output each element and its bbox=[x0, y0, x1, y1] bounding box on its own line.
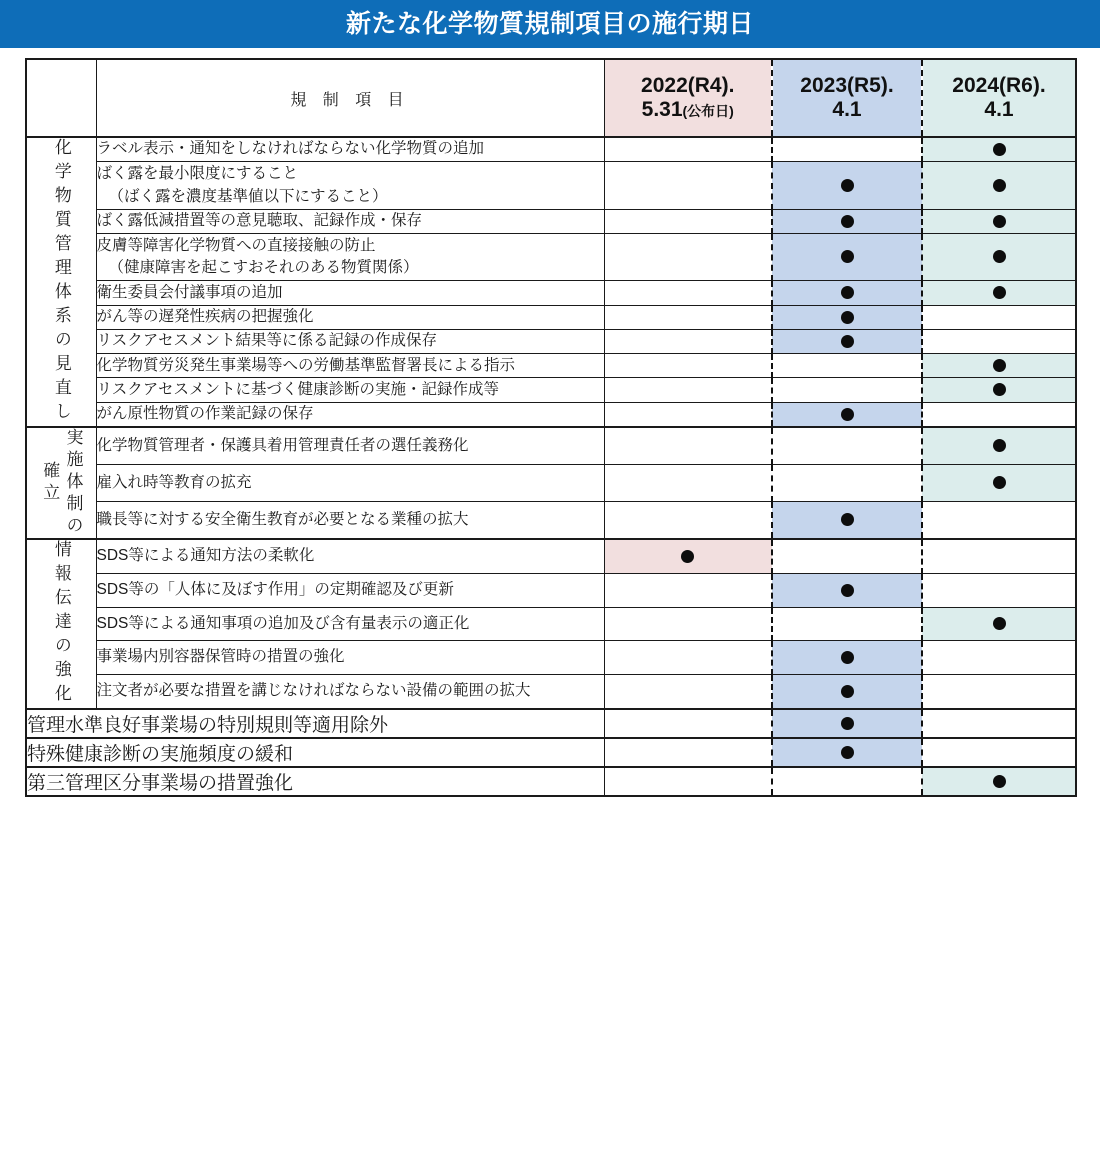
mark-cell-y2022 bbox=[604, 305, 772, 329]
mark-cell-y2022 bbox=[604, 233, 772, 280]
table-row bbox=[26, 305, 1076, 329]
bullet-dot-icon bbox=[993, 476, 1006, 489]
header-date-line1: 2022(R4). bbox=[641, 74, 735, 98]
mark-cell-y2022 bbox=[604, 354, 772, 378]
bullet-dot-icon bbox=[841, 685, 854, 698]
table-row bbox=[26, 209, 1076, 233]
mark-cell-y2024 bbox=[922, 233, 1076, 280]
mark-cell-y2024 bbox=[922, 329, 1076, 353]
item-label-line: ばく露低減措置等の意見聴取、記録作成・保存 bbox=[96, 212, 423, 230]
item-label-cell bbox=[96, 465, 604, 502]
bullet-dot-icon bbox=[993, 250, 1006, 263]
mark-cell-y2023 bbox=[772, 573, 922, 607]
table-row bbox=[26, 539, 1076, 573]
bullet-dot-icon bbox=[841, 408, 854, 421]
mark-cell-y2023 bbox=[772, 427, 922, 465]
mark-cell-y2024 bbox=[922, 427, 1076, 465]
table-row bbox=[26, 281, 1076, 305]
header-date-y2023 bbox=[772, 59, 922, 137]
item-label-line: 化学物質労災発生事業場等への労働基準監督署長による指示 bbox=[96, 356, 516, 374]
mark-cell-y2022 bbox=[604, 402, 772, 427]
table-row bbox=[26, 137, 1076, 162]
item-label-cell bbox=[96, 281, 604, 305]
bullet-dot-icon bbox=[841, 717, 854, 730]
mark-cell-y2024 bbox=[922, 675, 1076, 709]
mark-cell-y2023 bbox=[772, 354, 922, 378]
mark-cell-y2024 bbox=[922, 709, 1076, 738]
mark-cell-y2023 bbox=[772, 767, 922, 796]
bullet-dot-icon bbox=[841, 286, 854, 299]
category-label-line: 実施体制の bbox=[63, 428, 83, 538]
category-label-line: 情報伝達の強化 bbox=[51, 540, 71, 708]
bullet-dot-icon bbox=[841, 335, 854, 348]
item-label-cell bbox=[96, 573, 604, 607]
mark-cell-y2023 bbox=[772, 675, 922, 709]
item-label-line: リスクアセスメントに基づく健康診断の実施・記録作成等 bbox=[96, 380, 500, 398]
item-label-line: リスクアセスメント結果等に係る記録の作成保存 bbox=[96, 332, 438, 350]
item-label-line: がん原性物質の作業記録の保存 bbox=[96, 405, 314, 423]
item-label-line: 注文者が必要な措置を講じなければならない設備の範囲の拡大 bbox=[96, 682, 531, 700]
item-label-cell bbox=[96, 329, 604, 353]
bullet-dot-icon bbox=[993, 359, 1006, 372]
bullet-dot-icon bbox=[993, 775, 1006, 788]
page-title: 新たな化学物質規制項目の施行期日 bbox=[345, 9, 754, 38]
mark-cell-y2024 bbox=[922, 378, 1076, 402]
item-label-cell bbox=[96, 233, 604, 280]
item-label-cell bbox=[96, 501, 604, 539]
table-row bbox=[26, 607, 1076, 641]
header-date-line1: 2023(R5). bbox=[800, 74, 894, 98]
item-label-line: 化学物質管理者・保護具着用管理責任者の選任義務化 bbox=[96, 436, 469, 454]
mark-cell-y2023 bbox=[772, 709, 922, 738]
mark-cell-y2022 bbox=[604, 607, 772, 641]
mark-cell-y2022 bbox=[604, 465, 772, 502]
item-label-cell bbox=[96, 162, 604, 209]
mark-cell-y2022 bbox=[604, 378, 772, 402]
mark-cell-y2024 bbox=[922, 281, 1076, 305]
bullet-dot-icon bbox=[841, 746, 854, 759]
category-cell bbox=[26, 427, 96, 539]
table-row-wide bbox=[26, 738, 1076, 767]
header-date-line1: 2024(R6). bbox=[952, 74, 1046, 98]
item-label-cell bbox=[96, 354, 604, 378]
mark-cell-y2023 bbox=[772, 378, 922, 402]
item-label-line: 皮膚等障害化学物質への直接接触の防止 bbox=[96, 236, 376, 254]
mark-cell-y2022 bbox=[604, 573, 772, 607]
item-label-line: 職長等に対する安全衛生教育が必要となる業種の拡大 bbox=[96, 510, 469, 528]
bullet-dot-icon bbox=[841, 250, 854, 263]
mark-cell-y2022 bbox=[604, 738, 772, 767]
bullet-dot-icon bbox=[841, 513, 854, 526]
mark-cell-y2023 bbox=[772, 281, 922, 305]
item-label-cell bbox=[96, 539, 604, 573]
mark-cell-y2024 bbox=[922, 465, 1076, 502]
item-label-line: 事業場内別容器保管時の措置の強化 bbox=[96, 648, 345, 666]
mark-cell-y2024 bbox=[922, 162, 1076, 209]
mark-cell-y2024 bbox=[922, 738, 1076, 767]
item-label-wide: 第三管理区分事業場の措置強化 bbox=[26, 767, 604, 796]
item-label-line: SDS等による通知方法の柔軟化 bbox=[96, 547, 315, 565]
mark-cell-y2024 bbox=[922, 641, 1076, 675]
bullet-dot-icon bbox=[993, 215, 1006, 228]
item-label-cell bbox=[96, 607, 604, 641]
header-category-blank bbox=[26, 59, 96, 137]
regulation-schedule-table bbox=[25, 58, 1077, 797]
mark-cell-y2023 bbox=[772, 233, 922, 280]
mark-cell-y2024 bbox=[922, 354, 1076, 378]
item-label-line: がん等の遅発性疾病の把握強化 bbox=[96, 308, 314, 326]
table-row bbox=[26, 465, 1076, 502]
title-banner bbox=[0, 0, 1100, 48]
mark-cell-y2024 bbox=[922, 539, 1076, 573]
bullet-dot-icon bbox=[841, 179, 854, 192]
mark-cell-y2024 bbox=[922, 305, 1076, 329]
mark-cell-y2024 bbox=[922, 209, 1076, 233]
table-row bbox=[26, 162, 1076, 209]
header-item-label: 規 制 項 目 bbox=[96, 59, 604, 137]
mark-cell-y2024 bbox=[922, 573, 1076, 607]
mark-cell-y2023 bbox=[772, 305, 922, 329]
header-date-line2 bbox=[773, 98, 921, 122]
mark-cell-y2022 bbox=[604, 539, 772, 573]
table-row bbox=[26, 378, 1076, 402]
mark-cell-y2024 bbox=[922, 501, 1076, 539]
table-header-row bbox=[26, 59, 1076, 137]
category-cell bbox=[26, 539, 96, 709]
header-date-day: 4.1 bbox=[832, 98, 862, 121]
item-label-wide: 特殊健康診断の実施頻度の緩和 bbox=[26, 738, 604, 767]
mark-cell-y2022 bbox=[604, 281, 772, 305]
bullet-dot-icon bbox=[841, 584, 854, 597]
mark-cell-y2022 bbox=[604, 137, 772, 162]
header-date-y2024 bbox=[922, 59, 1076, 137]
bullet-dot-icon bbox=[993, 617, 1006, 630]
item-label-line: 雇入れ時等教育の拡充 bbox=[96, 473, 252, 491]
item-label-line: （健康障害を起こすおそれのある物質関係） bbox=[108, 259, 419, 277]
header-date-day: 5.31 bbox=[641, 98, 683, 121]
mark-cell-y2024 bbox=[922, 402, 1076, 427]
mark-cell-y2023 bbox=[772, 539, 922, 573]
mark-cell-y2023 bbox=[772, 402, 922, 427]
table-row-wide bbox=[26, 767, 1076, 796]
table-row bbox=[26, 402, 1076, 427]
table-row bbox=[26, 641, 1076, 675]
table-row bbox=[26, 675, 1076, 709]
table-row bbox=[26, 329, 1076, 353]
table-row bbox=[26, 427, 1076, 465]
mark-cell-y2022 bbox=[604, 162, 772, 209]
item-label-line: （ばく露を濃度基準値以下にすること） bbox=[108, 187, 388, 205]
header-date-note: (公布日) bbox=[682, 103, 734, 119]
mark-cell-y2023 bbox=[772, 329, 922, 353]
item-label-line: SDS等の「人体に及ぼす作用」の定期確認及び更新 bbox=[96, 581, 454, 599]
category-vertical-wrap bbox=[27, 540, 96, 708]
mark-cell-y2024 bbox=[922, 607, 1076, 641]
item-label-cell bbox=[96, 137, 604, 162]
bullet-dot-icon bbox=[993, 383, 1006, 396]
mark-cell-y2022 bbox=[604, 329, 772, 353]
item-label-cell bbox=[96, 427, 604, 465]
mark-cell-y2023 bbox=[772, 465, 922, 502]
header-date-y2022 bbox=[604, 59, 772, 137]
mark-cell-y2024 bbox=[922, 767, 1076, 796]
table-row bbox=[26, 573, 1076, 607]
mark-cell-y2022 bbox=[604, 709, 772, 738]
mark-cell-y2023 bbox=[772, 501, 922, 539]
item-label-cell bbox=[96, 675, 604, 709]
table-container bbox=[0, 48, 1100, 797]
mark-cell-y2023 bbox=[772, 209, 922, 233]
mark-cell-y2023 bbox=[772, 162, 922, 209]
item-label-line: ラベル表示・通知をしなければならない化学物質の追加 bbox=[96, 140, 485, 158]
header-date-day: 4.1 bbox=[984, 98, 1014, 121]
mark-cell-y2022 bbox=[604, 675, 772, 709]
mark-cell-y2024 bbox=[922, 137, 1076, 162]
table-row bbox=[26, 233, 1076, 280]
category-label-line: 化学物質管理体系の見直し bbox=[51, 138, 71, 426]
item-label-cell bbox=[96, 378, 604, 402]
mark-cell-y2023 bbox=[772, 137, 922, 162]
item-label-cell bbox=[96, 402, 604, 427]
item-label-cell bbox=[96, 209, 604, 233]
item-label-cell bbox=[96, 641, 604, 675]
item-label-wide: 管理水準良好事業場の特別規則等適用除外 bbox=[26, 709, 604, 738]
mark-cell-y2022 bbox=[604, 641, 772, 675]
mark-cell-y2022 bbox=[604, 767, 772, 796]
category-vertical-wrap bbox=[27, 428, 96, 538]
header-date-line2 bbox=[605, 98, 772, 122]
header-date-line2 bbox=[923, 98, 1075, 122]
item-label-line: ばく露を最小限度にすること bbox=[96, 165, 299, 183]
mark-cell-y2023 bbox=[772, 738, 922, 767]
category-cell bbox=[26, 137, 96, 427]
category-label-line: 確立 bbox=[40, 461, 60, 505]
bullet-dot-icon bbox=[993, 179, 1006, 192]
bullet-dot-icon bbox=[993, 143, 1006, 156]
table-row bbox=[26, 354, 1076, 378]
table-body bbox=[26, 59, 1076, 796]
bullet-dot-icon bbox=[681, 550, 694, 563]
bullet-dot-icon bbox=[841, 651, 854, 664]
bullet-dot-icon bbox=[841, 311, 854, 324]
bullet-dot-icon bbox=[993, 286, 1006, 299]
category-vertical-wrap bbox=[27, 138, 96, 426]
item-label-line: SDS等による通知事項の追加及び含有量表示の適正化 bbox=[96, 614, 470, 632]
bullet-dot-icon bbox=[993, 439, 1006, 452]
mark-cell-y2023 bbox=[772, 641, 922, 675]
table-row bbox=[26, 501, 1076, 539]
bullet-dot-icon bbox=[841, 215, 854, 228]
mark-cell-y2022 bbox=[604, 427, 772, 465]
table-row-wide bbox=[26, 709, 1076, 738]
mark-cell-y2023 bbox=[772, 607, 922, 641]
mark-cell-y2022 bbox=[604, 209, 772, 233]
item-label-line: 衛生委員会付議事項の追加 bbox=[96, 283, 283, 301]
mark-cell-y2022 bbox=[604, 501, 772, 539]
item-label-cell bbox=[96, 305, 604, 329]
